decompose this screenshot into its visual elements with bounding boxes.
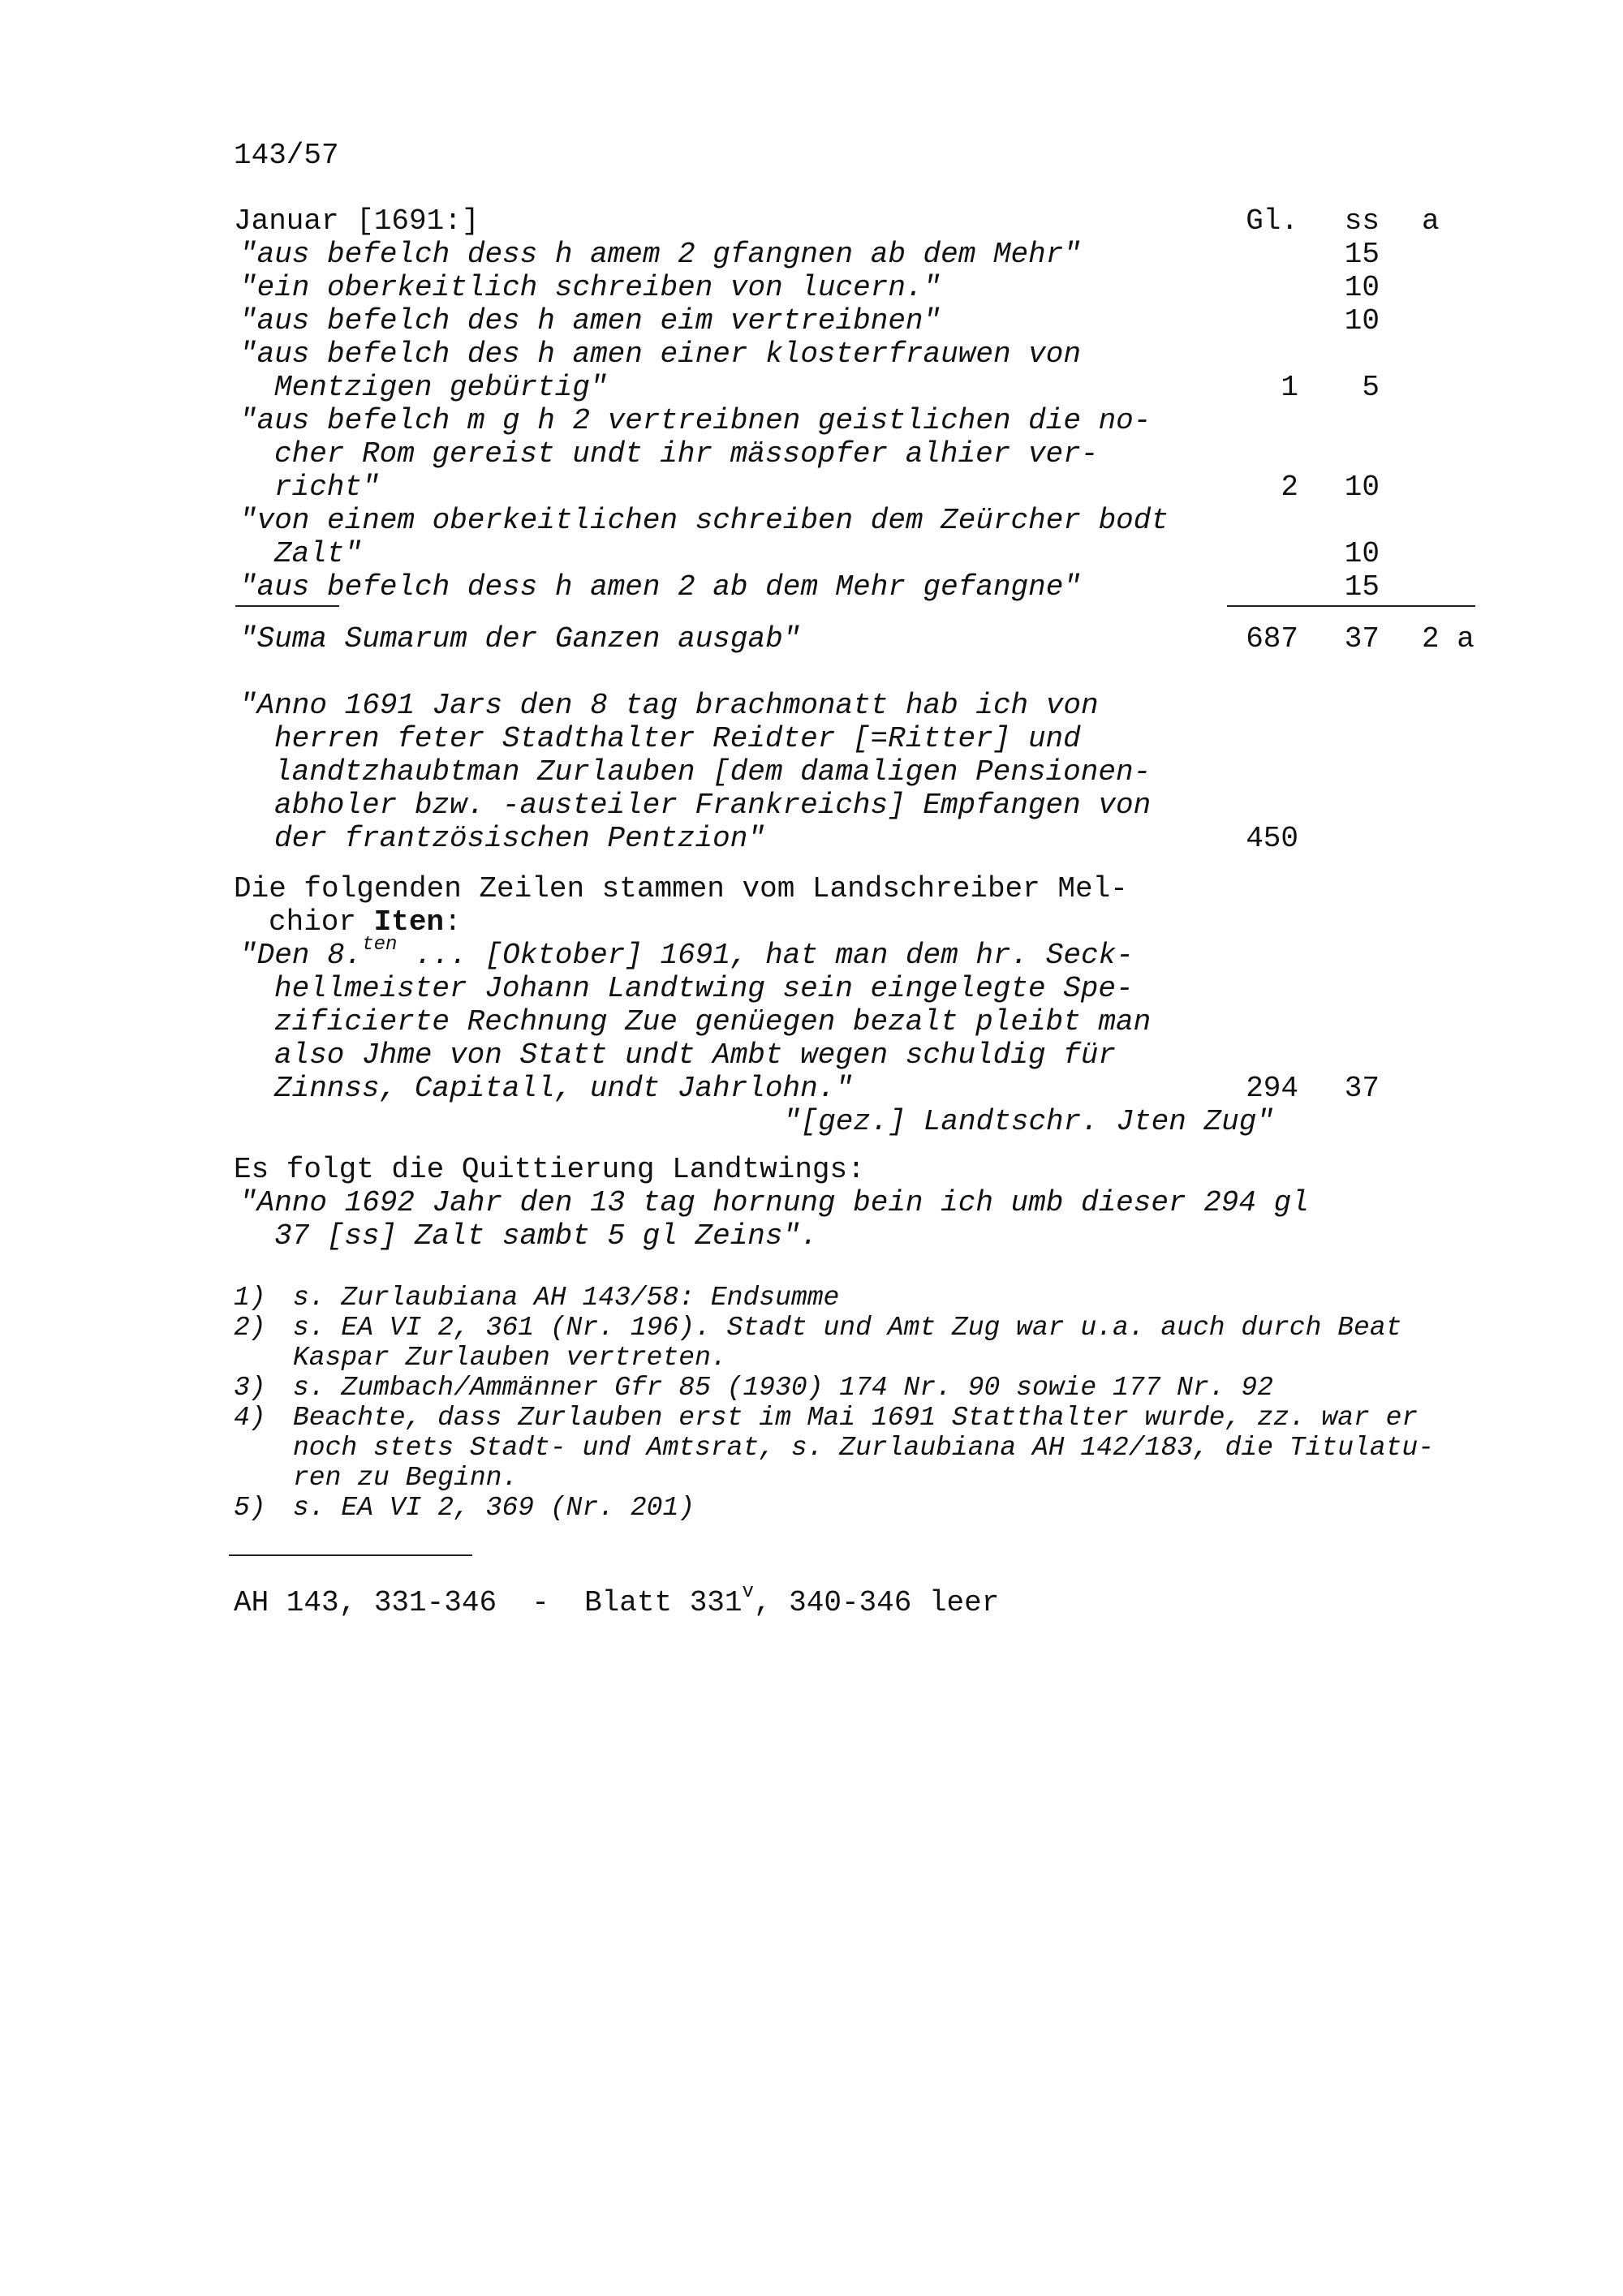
pension-line: abholer bzw. -austeiler Frankreichs] Empfangen von	[274, 789, 1152, 822]
entry-ss: 15	[1344, 570, 1380, 604]
footnote-text: s. EA VI 2, 369 (Nr. 201)	[293, 1493, 695, 1523]
entry-line: "aus befelch dess h amem 2 gfangnen ab dem Mehr"	[239, 238, 1081, 271]
pension-line: "Anno 1691 Jars den 8 tag brachmonatt hab ich von	[239, 689, 1099, 722]
entry-line: richt"	[274, 471, 380, 504]
entry-gl: 1	[1281, 371, 1298, 404]
pension-line: landtzhaubtman Zurlauben [dem damaligen Pensionen-	[274, 755, 1152, 789]
entry-line: "aus befelch des h amen einer klosterfrauwen von	[239, 338, 1081, 371]
footnote-number: 1)	[234, 1283, 266, 1313]
quote-line: "Den 8.$^{ten}$ ... [Oktober] 1691, hat man dem hr. Seck-	[239, 934, 1134, 972]
signature: "[gez.] Landtschr. Jten Zug"	[783, 1105, 1274, 1138]
archive-reference: AH 143, 331-346 - Blatt 331$^v$, 340-346 leer	[234, 1581, 1000, 1619]
entry-ss: 5	[1362, 371, 1380, 404]
note-line: Die folgenden Zeilen stammen vom Landschreiber Mel-	[234, 872, 1128, 905]
footnote-text: s. Zurlaubiana AH 143/58: Endsumme	[293, 1283, 840, 1313]
short-rule	[235, 605, 339, 607]
entry-line: cher Rom gereist undt ihr mässopfer alhier ver-	[274, 437, 1099, 471]
entry-gl: 2	[1281, 471, 1298, 504]
footnote-number: 2)	[234, 1313, 266, 1343]
column-header-a: a	[1422, 204, 1440, 238]
entry-line: "aus befelch m g h 2 vertreibnen geistlichen die no-	[239, 404, 1152, 437]
total-ss: 37	[1344, 622, 1380, 656]
quote-ss: 37	[1344, 1072, 1380, 1105]
entry-ss: 15	[1344, 238, 1380, 271]
footnote-text: noch stets Stadt- und Amtsrat, s. Zurlaubiana AH 142/183, die Titulatu-	[293, 1433, 1435, 1463]
quote-line: also Jhme von Statt undt Ambt wegen schuldig für	[274, 1038, 1116, 1072]
pension-line: der frantzösischen Pentzion"	[274, 822, 765, 855]
footnote-number: 4)	[234, 1403, 266, 1433]
footnote-text: s. Zumbach/Ammänner Gfr 85 (1930) 174 Nr. 90 sowie 177 Nr. 92	[293, 1373, 1273, 1403]
entry-line: "von einem oberkeitlichen schreiben dem Zeürcher bodt	[239, 504, 1169, 537]
quittierung-intro: Es folgt die Quittierung Landtwings:	[234, 1153, 865, 1186]
footnote-number: 5)	[234, 1493, 266, 1523]
column-header-gl: Gl.	[1246, 204, 1298, 238]
pension-line: herren feter Stadthalter Reidter [=Ritter] und	[274, 722, 1081, 755]
note-line: chior Iten:	[269, 905, 462, 939]
footnote-number: 3)	[234, 1373, 266, 1403]
footnote-text: Kaspar Zurlauben vertreten.	[293, 1343, 727, 1373]
name-iten: Iten	[373, 905, 445, 939]
entry-line: Mentzigen gebürtig"	[274, 371, 608, 404]
entry-ss: 10	[1344, 537, 1380, 570]
entry-ss: 10	[1344, 304, 1380, 338]
footnote-text: ren zu Beginn.	[293, 1463, 519, 1493]
footer-rule	[229, 1554, 472, 1556]
entry-line: "aus befelch des h amen eim vertreibnen"	[239, 304, 941, 338]
quittierung-line: "Anno 1692 Jahr den 13 tag hornung bein ich umb dieser 294 gl	[239, 1186, 1309, 1219]
entry-ss: 10	[1344, 471, 1380, 504]
entry-ss: 10	[1344, 271, 1380, 304]
entry-line: Zalt"	[274, 537, 363, 570]
footnote-text: s. EA VI 2, 361 (Nr. 196). Stadt und Amt Zug war u.a. auch durch Beat	[293, 1313, 1402, 1343]
entry-line: "aus befelch dess h amen 2 ab dem Mehr gefangne"	[239, 570, 1081, 604]
footnote-text: Beachte, dass Zurlauben erst im Mai 1691 Statthalter wurde, zz. war er	[293, 1403, 1419, 1433]
month-heading: Januar [1691:]	[234, 204, 480, 238]
quote-gl: 294	[1246, 1072, 1298, 1105]
sum-rule	[1227, 605, 1475, 607]
quote-line: Zinnss, Capitall, undt Jahrlohn."	[274, 1072, 853, 1105]
quote-line: hellmeister Johann Landtwing sein eingelegte Spe-	[274, 972, 1134, 1005]
quote-line: zificierte Rechnung Zue genüegen bezalt pleibt man	[274, 1005, 1152, 1038]
column-header-ss: ss	[1344, 204, 1380, 238]
total-gl: 687	[1246, 622, 1298, 656]
pension-gl: 450	[1246, 822, 1298, 855]
total-a: 2 a	[1422, 622, 1474, 656]
total-label: "Suma Sumarum der Ganzen ausgab"	[239, 622, 801, 656]
entry-line: "ein oberkeitlich schreiben von lucern."	[239, 271, 941, 304]
quittierung-line: 37 [ss] Zalt sambt 5 gl Zeins".	[274, 1219, 818, 1253]
page-reference: 143/57	[234, 139, 339, 172]
